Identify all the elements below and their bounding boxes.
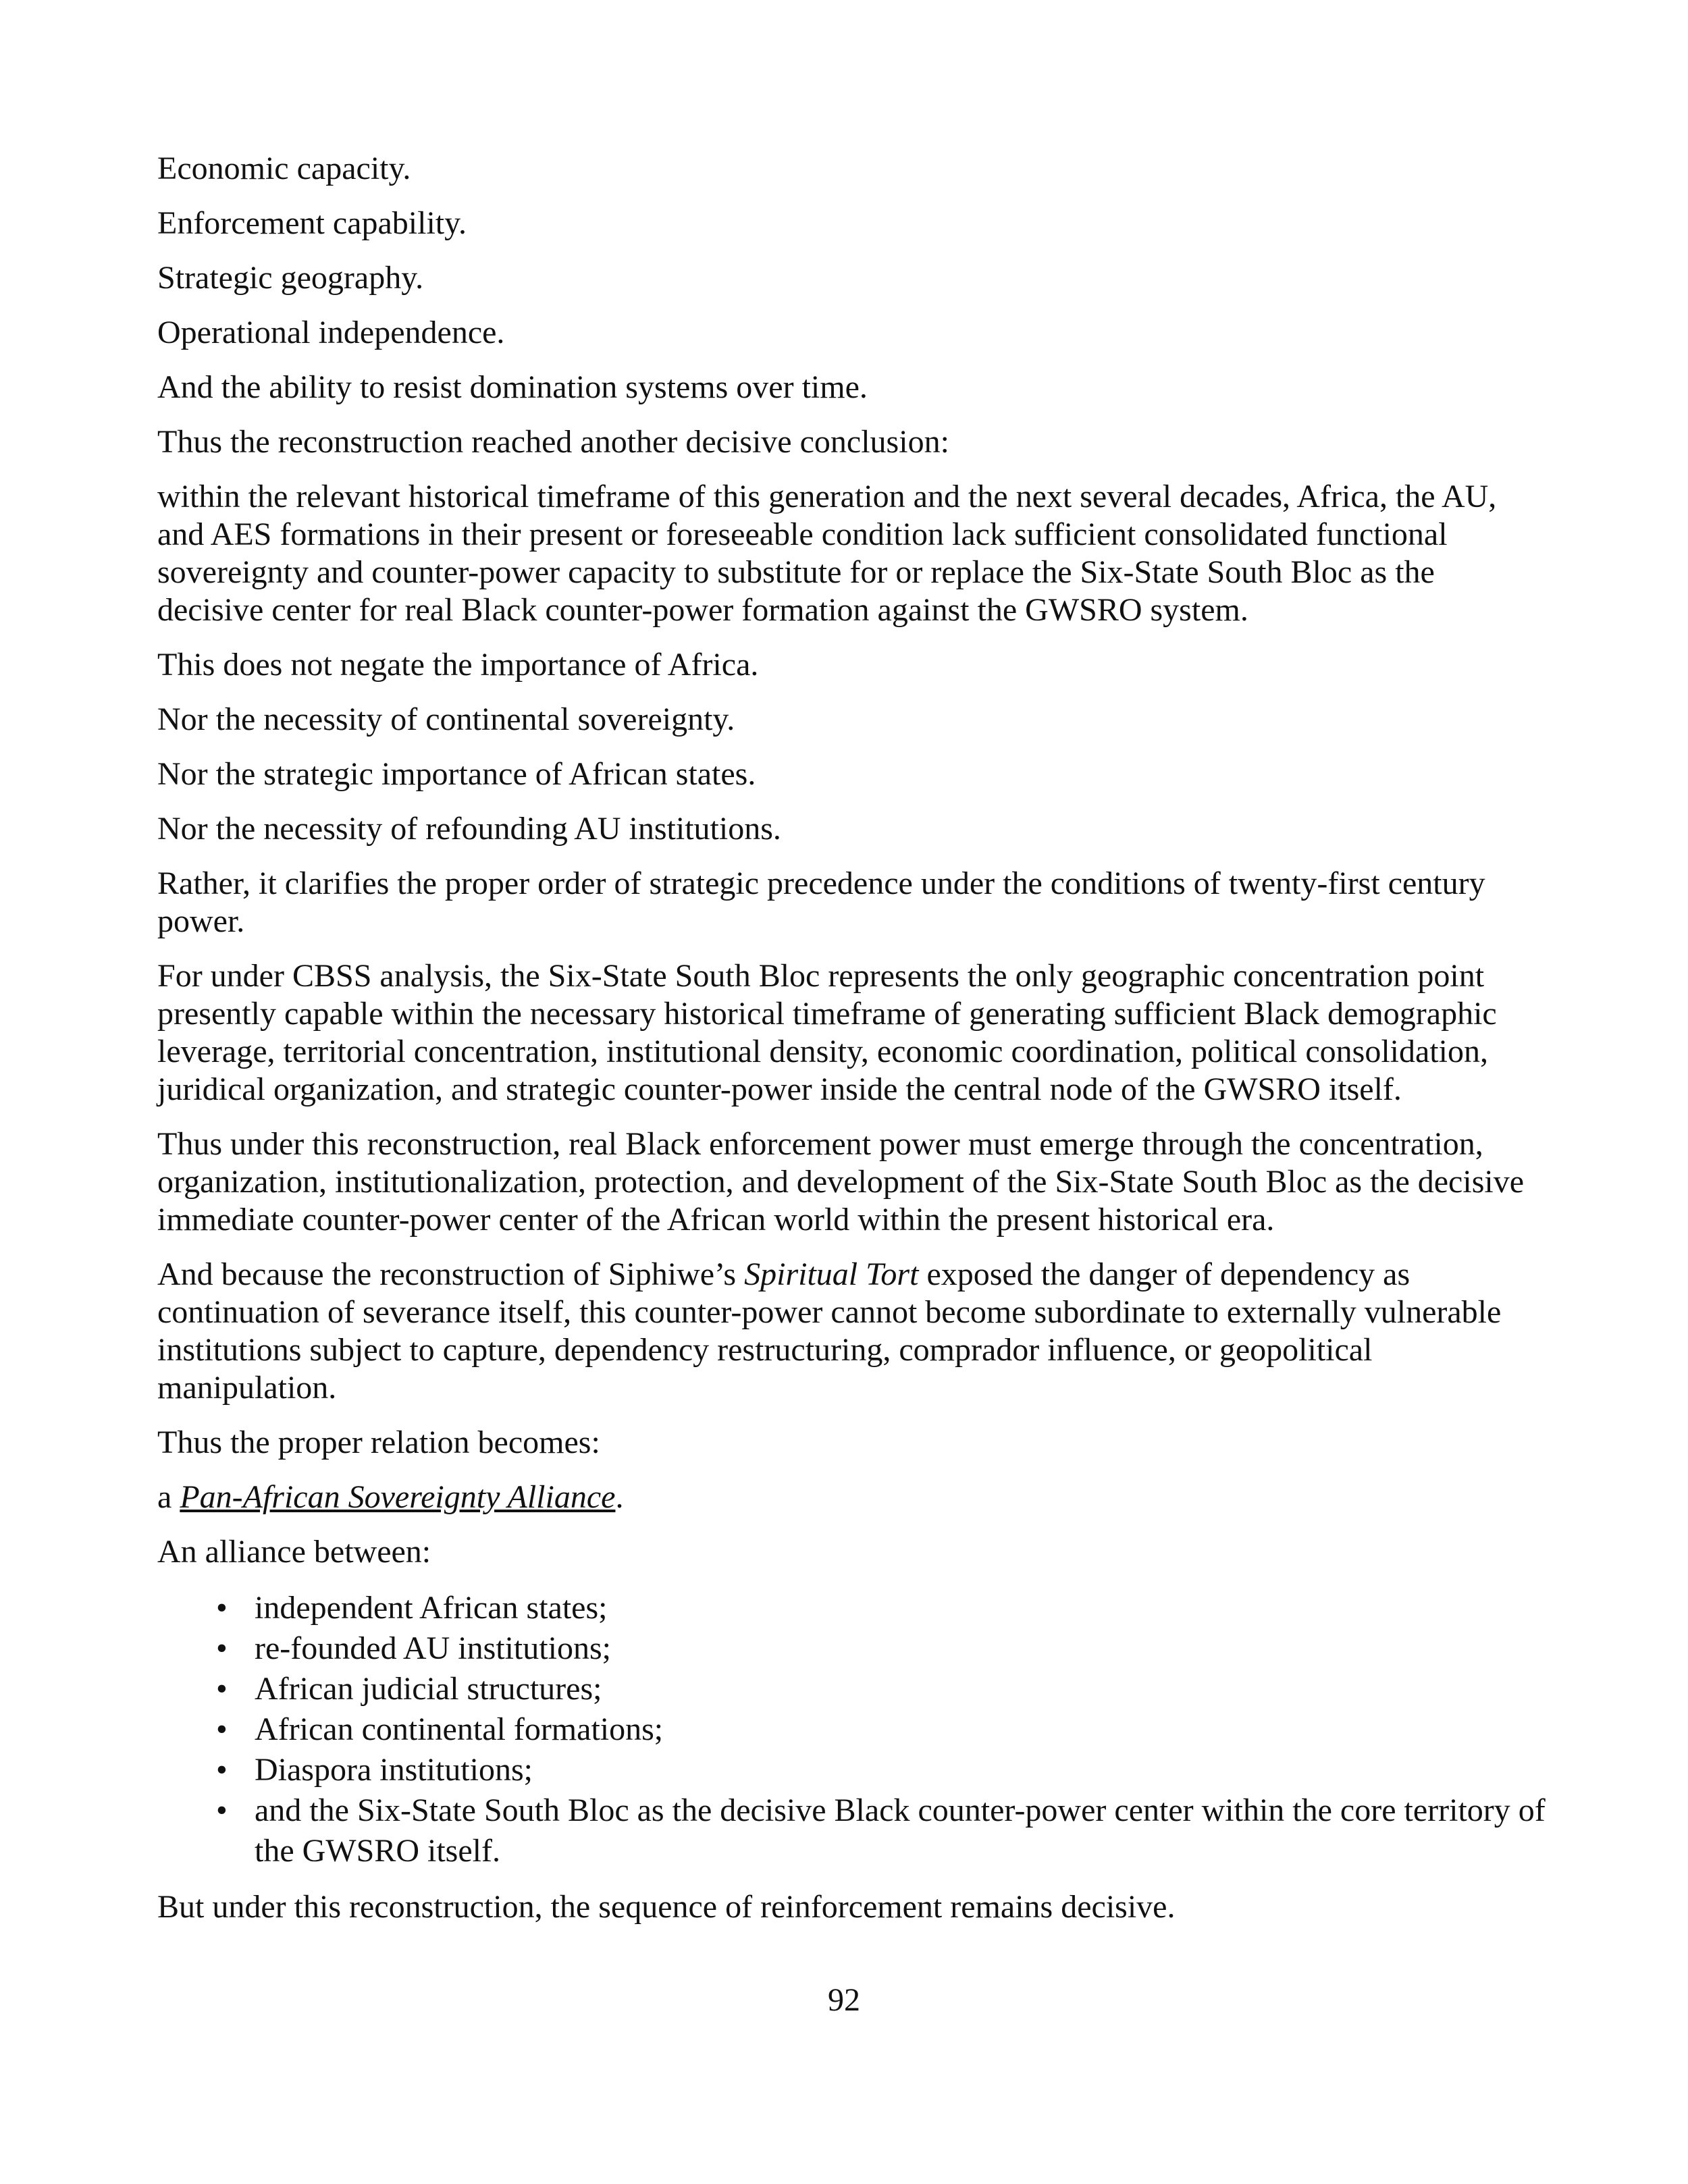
bullet-icon: • [216,1752,228,1788]
bullet-icon: • [216,1711,228,1747]
list-item [157,1709,1548,1750]
list-item [157,1588,1548,1628]
paragraph-historical-timeframe: within the relevant historical timeframe of this generation and the next several decades, Africa, the AU, and AES formations in their present or foreseeable condition lack sufficient consolidated functional sovereignty and counter-power capacity to substitute for or replace the Six-State South Bloc as the decisive center for real Black counter-power formation against the GWSRO system. [157,479,1497,628]
list-item-text: independent African states; [255,1590,608,1626]
paragraph-continental-sovereignty: Nor the necessity of continental sovereignty. [157,701,735,737]
pan-african-sovereignty-alliance-link[interactable]: Pan-African Sovereignty Alliance [180,1479,616,1515]
paragraph-alliance-intro: An alliance between: [157,1534,431,1570]
page-number: 92 [828,1982,860,2018]
paragraph-closing: But under this reconstruction, the sequence of reinforcement remains decisive. [157,1889,1176,1925]
bullet-icon: • [216,1630,228,1666]
bullet-icon: • [216,1590,228,1626]
paragraph-cbss-analysis: For under CBSS analysis, the Six-State South Bloc represents the only geographic concentration point presently capable within the necessary historical timeframe of generating sufficient Black demographic leverage, territorial concentration, institutional density, economic coordination, political consolidation, juridical organization, and strategic counter-power inside the central node of the GWSRO itself. [157,958,1497,1107]
alliance-suffix: . [615,1479,624,1515]
paragraph-resist-domination: And the ability to resist domination systems over time. [157,369,868,405]
spiritual-after: exposed the danger of dependency as continuation of severance itself, this counter-power cannot become subordinate to externally vulnerable institutions subject to capture, dependency restructuring, comprador influence, or geopolitical manipulation. [157,1256,1502,1406]
paragraph-refounding-au: Nor the necessity of refounding AU institutions. [157,811,781,847]
paragraph-strategic-precedence: Rather, it clarifies the proper order of strategic precedence under the conditions of twenty-first century power. [157,865,1485,939]
list-item [157,1669,1548,1709]
paragraph-importance-of-africa: This does not negate the importance of Africa. [157,647,759,683]
paragraph-african-states: Nor the strategic importance of African states. [157,756,756,792]
alliance-bullet-list [157,1588,1548,1871]
paragraph-proper-relation: Thus the proper relation becomes: [157,1424,600,1460]
list-item [157,1628,1548,1669]
paragraph-enforcement-power: Thus under this reconstruction, real Black enforcement power must emerge through the concentration, organization, institutionalization, protection, and development of the Six-State South Bloc as the decisive immediate counter-power center of the African world within the present historical era. [157,1126,1525,1237]
list-item-text: African continental formations; [255,1711,664,1747]
alliance-prefix: a [157,1479,180,1515]
list-item-text: African judicial structures; [255,1671,602,1707]
paragraph-economic-capacity: Economic capacity. [157,151,411,186]
spiritual-before: And because the reconstruction of Siphiwe’s [157,1256,745,1292]
page-body [157,150,1548,1943]
bullet-icon: • [216,1792,228,1828]
paragraph-operational-independence: Operational independence. [157,315,505,350]
list-item [157,1790,1548,1871]
paragraph-alliance-name [157,1479,1548,1516]
bullet-icon: • [216,1671,228,1707]
paragraph-spiritual-tort [157,1256,1548,1407]
list-item [157,1750,1548,1790]
paragraph-decisive-conclusion: Thus the reconstruction reached another decisive conclusion: [157,424,949,460]
list-item-text: and the Six-State South Bloc as the decisive Black counter-power center within the core territory of the GWSRO itself. [255,1792,1546,1869]
list-item-text: re-founded AU institutions; [255,1630,611,1666]
list-item-text: Diaspora institutions; [255,1752,533,1788]
paragraph-enforcement-capability: Enforcement capability. [157,205,467,241]
spiritual-tort-title: Spiritual Tort [744,1256,919,1292]
paragraph-strategic-geography: Strategic geography. [157,260,424,296]
